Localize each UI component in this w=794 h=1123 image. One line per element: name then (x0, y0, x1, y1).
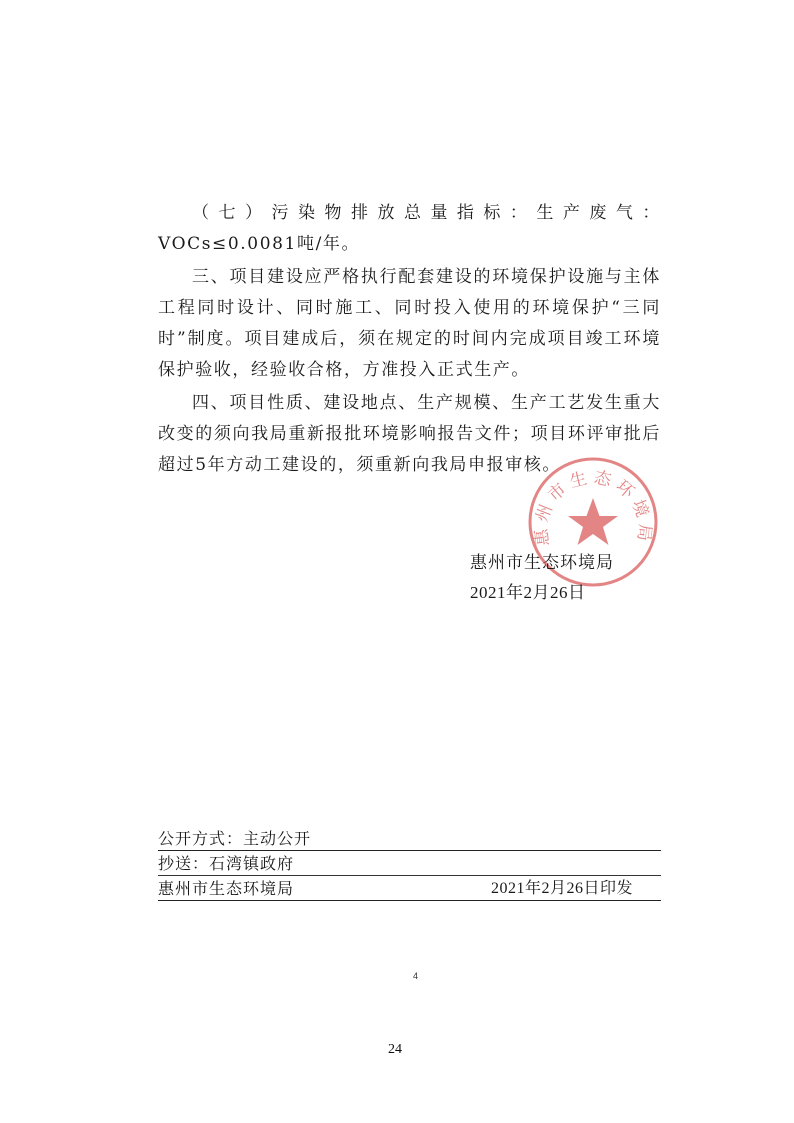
footer-divider (158, 900, 661, 901)
signature-org: 惠州市生态环境局 (470, 553, 614, 573)
footer-disclosure-row (158, 826, 661, 850)
paragraph-three-simultaneous: 三、项目建设应严格执行配套建设的环境保护设施与主体工程同时设计、同时施工、同时投入使用的环境保护“三同时”制度。项目建成后，须在规定的时间内完成项目竣工环境保护验收，经验收合格，方准投入正式生产。 (158, 267, 661, 380)
footer-cc-row (158, 851, 661, 875)
paragraph-major-change: 四、项目性质、建设地点、生产规模、生产工艺发生重大改变的须向我局重新报批环境影响报告文件；项目环评审批后超过5年方动工建设的，须重新向我局申报审核。 (158, 393, 661, 475)
footer-issuer: 惠州市生态环境局 (158, 879, 295, 898)
signature-date: 2021年2月26日 (470, 583, 586, 602)
inner-page-number: 4 (413, 971, 419, 981)
outer-page-number: 24 (388, 1042, 402, 1057)
footer-table (158, 826, 661, 901)
paragraph-pollutant-total: （七）污染物排放总量指标：生产废气：VOCs≤0.0081吨/年。 (158, 203, 661, 254)
footer-cc: 抄送：石湾镇政府 (158, 854, 295, 873)
body-text (158, 198, 661, 481)
footer-issuer-row (158, 876, 661, 900)
footer-disclosure: 公开方式：主动公开 (158, 829, 312, 848)
footer-print-date: 2021年2月26日印发 (490, 880, 633, 897)
signature-block (470, 549, 614, 607)
seal-text: 惠州市生态环境局 (531, 467, 655, 548)
